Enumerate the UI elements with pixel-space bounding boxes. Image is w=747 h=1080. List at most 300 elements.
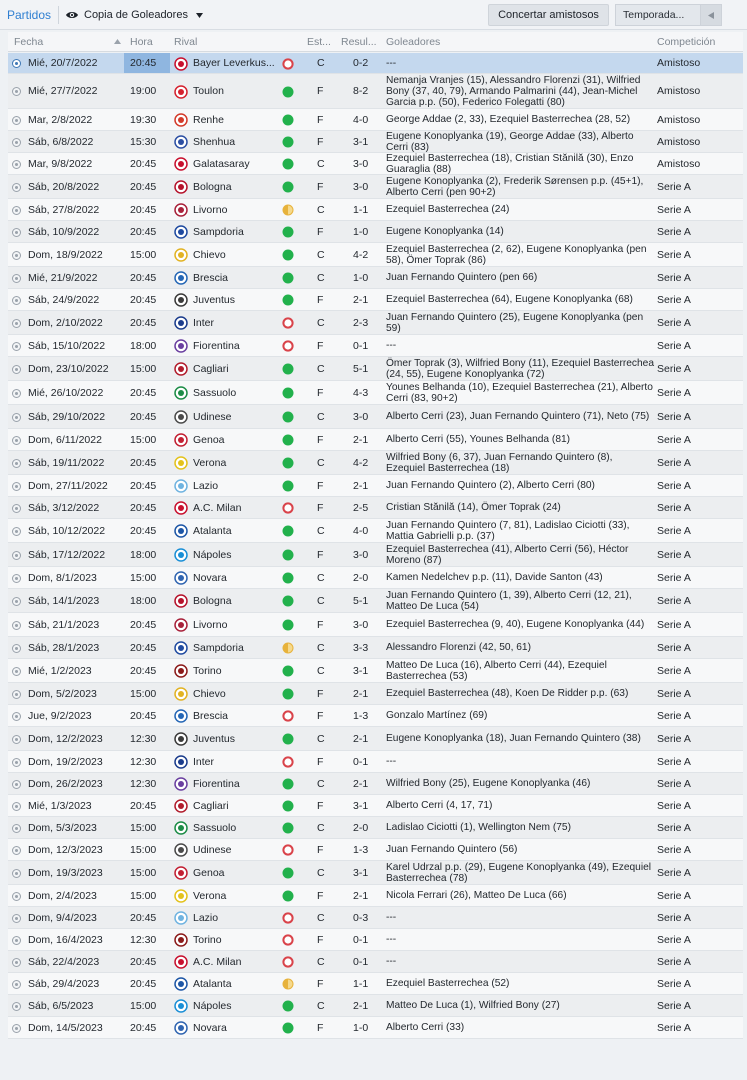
opponent-name[interactable]: A.C. Milan <box>193 501 242 514</box>
match-row[interactable] <box>8 311 743 335</box>
row-select-radio[interactable] <box>12 389 21 398</box>
score: 2-3 <box>353 316 369 329</box>
venue: C <box>317 821 325 834</box>
match-date: Dom, 16/4/2023 <box>28 933 103 946</box>
match-row[interactable] <box>8 357 743 381</box>
table-header <box>8 32 743 52</box>
match-row[interactable] <box>8 751 743 773</box>
match-date: Sáb, 3/12/2022 <box>28 501 100 514</box>
club-crest-icon <box>174 709 188 723</box>
venue: F <box>317 933 324 946</box>
club-crest-icon <box>174 57 188 71</box>
match-row[interactable] <box>8 995 743 1017</box>
club-crest-icon <box>174 456 188 470</box>
opponent-name[interactable]: Novara <box>193 1021 227 1034</box>
venue: F <box>317 479 324 492</box>
opponent-name[interactable]: Atalanta <box>193 977 232 990</box>
competition: Serie A <box>657 933 691 946</box>
opponent-name[interactable]: Torino <box>193 664 222 677</box>
opponent-name[interactable]: Sassuolo <box>193 386 237 399</box>
win-indicator-icon <box>282 294 294 306</box>
venue: F <box>317 386 324 399</box>
match-row[interactable] <box>8 795 743 817</box>
club-crest-icon <box>174 113 188 127</box>
score: 3-0 <box>353 410 369 423</box>
loss-indicator-icon <box>282 710 294 722</box>
competition: Serie A <box>657 271 691 284</box>
match-row[interactable] <box>8 175 743 199</box>
col-rival[interactable]: Rival <box>174 36 198 48</box>
row-select-radio[interactable] <box>12 667 21 676</box>
opponent-name[interactable]: Bayer Leverkus... <box>193 57 275 69</box>
match-time: 20:45 <box>130 386 157 399</box>
club-crest-icon <box>174 433 188 447</box>
club-crest-icon <box>174 548 188 562</box>
goalscorers: Cristian Stănilă (14), Ömer Toprak (24) <box>386 502 561 513</box>
win-indicator-icon <box>282 890 294 902</box>
row-select-radio[interactable] <box>12 1024 21 1033</box>
match-time: 18:00 <box>130 339 157 352</box>
match-time: 20:45 <box>130 955 157 968</box>
match-date: Dom, 12/3/2023 <box>28 843 103 856</box>
opponent-name[interactable]: Chievo <box>193 687 226 700</box>
match-date: Dom, 18/9/2022 <box>28 248 103 261</box>
venue: F <box>317 889 324 902</box>
opponent-name[interactable]: Juventus <box>193 732 236 745</box>
win-indicator-icon <box>282 525 294 537</box>
row-select-radio[interactable] <box>12 342 21 351</box>
goalscorers: --- <box>386 912 397 923</box>
match-date: Dom, 26/2/2023 <box>28 777 103 790</box>
opponent-name[interactable]: Juventus <box>193 293 236 306</box>
opponent-name[interactable]: Sassuolo <box>193 821 237 834</box>
goalscorers: --- <box>386 934 397 945</box>
match-row[interactable] <box>8 381 743 405</box>
win-indicator-icon <box>282 1000 294 1012</box>
venue: F <box>317 135 324 148</box>
club-crest-icon <box>174 1021 188 1035</box>
match-date: Sáb, 14/1/2023 <box>28 594 100 607</box>
match-row[interactable] <box>8 267 743 289</box>
row-select-radio[interactable] <box>12 690 21 699</box>
match-date: Dom, 19/2/2023 <box>28 755 103 768</box>
row-select-radio[interactable] <box>12 482 21 491</box>
match-row[interactable] <box>8 475 743 497</box>
arrange-friendlies-button[interactable]: Concertar amistosos <box>488 4 609 26</box>
loss-indicator-icon <box>282 844 294 856</box>
win-indicator-icon <box>282 158 294 170</box>
row-select-radio[interactable] <box>12 206 21 215</box>
competition: Serie A <box>657 548 691 561</box>
score: 2-1 <box>353 889 369 902</box>
match-date: Mar, 2/8/2022 <box>28 113 93 126</box>
match-date: Dom, 5/2/2023 <box>28 687 97 700</box>
match-date: Sáb, 15/10/2022 <box>28 339 106 352</box>
col-estadio[interactable]: Est... <box>307 36 331 48</box>
goalscorers: Juan Fernando Quintero (56) <box>386 844 518 855</box>
row-select-radio[interactable] <box>12 758 21 767</box>
row-select-radio[interactable] <box>12 160 21 169</box>
match-row[interactable] <box>8 335 743 357</box>
match-row[interactable] <box>8 405 743 429</box>
goalscorers: Ezequiel Basterrechea (41), Alberto Cerri (56), Héctor Moreno (87) <box>386 543 629 566</box>
opponent-name[interactable]: Shenhua <box>193 135 236 148</box>
venue: F <box>317 548 324 561</box>
club-crest-icon <box>174 271 188 285</box>
opponent-name[interactable]: Cagliari <box>193 799 229 812</box>
row-select-radio[interactable] <box>12 59 21 68</box>
venue: C <box>317 362 325 375</box>
row-select-radio[interactable] <box>12 551 21 560</box>
venue: C <box>317 664 325 677</box>
match-row[interactable] <box>8 497 743 519</box>
score: 0-1 <box>353 755 369 768</box>
opponent-name[interactable]: Bologna <box>193 594 232 607</box>
goalscorers: Juan Fernando Quintero (7, 81), Ladislao Ciciotti (33), Mattia Gabrielli p.p. (37) <box>386 519 630 542</box>
opponent-name[interactable]: Sampdoria <box>193 225 244 238</box>
match-row[interactable] <box>8 929 743 951</box>
row-select-radio[interactable] <box>12 87 21 96</box>
venue: C <box>317 157 325 170</box>
venue: F <box>317 799 324 812</box>
opponent-name[interactable]: Renhe <box>193 113 224 126</box>
row-select-radio[interactable] <box>12 914 21 923</box>
opponent-name[interactable]: Chievo <box>193 248 226 261</box>
club-crest-icon <box>174 955 188 969</box>
opponent-name[interactable]: Lazio <box>193 911 219 924</box>
match-date: Sáb, 20/8/2022 <box>28 180 100 193</box>
score: 2-0 <box>353 821 369 834</box>
match-date: Mié, 27/7/2022 <box>28 85 98 97</box>
club-crest-icon <box>174 157 188 171</box>
row-select-radio[interactable] <box>12 869 21 878</box>
draw-indicator-icon <box>282 978 294 990</box>
win-indicator-icon <box>282 387 294 399</box>
score: 2-1 <box>353 999 369 1012</box>
opponent-name[interactable]: Fiorentina <box>193 339 240 352</box>
row-select-radio[interactable] <box>12 958 21 967</box>
match-row[interactable] <box>8 613 743 637</box>
row-select-radio[interactable] <box>12 228 21 237</box>
opponent-name[interactable]: Brescia <box>193 709 229 722</box>
match-date: Sáb, 28/1/2023 <box>28 641 100 654</box>
row-select-radio[interactable] <box>12 824 21 833</box>
match-row[interactable] <box>8 951 743 973</box>
season-select[interactable]: Temporada... <box>615 4 722 26</box>
match-time: 15:00 <box>130 687 157 700</box>
venue: F <box>317 85 324 97</box>
venue: C <box>317 594 325 607</box>
match-row[interactable] <box>8 637 743 659</box>
row-select-radio[interactable] <box>12 413 21 422</box>
win-indicator-icon <box>282 822 294 834</box>
row-select-radio[interactable] <box>12 138 21 147</box>
venue: F <box>317 113 324 126</box>
row-select-radio[interactable] <box>12 459 21 468</box>
match-row[interactable] <box>8 773 743 795</box>
match-row[interactable] <box>8 567 743 589</box>
opponent-name[interactable]: Nápoles <box>193 548 232 561</box>
row-select-radio[interactable] <box>12 644 21 653</box>
col-competicion[interactable]: Competición <box>657 36 716 48</box>
opponent-name[interactable]: Inter <box>193 316 215 329</box>
match-row[interactable] <box>8 817 743 839</box>
venue: F <box>317 433 324 446</box>
opponent-name[interactable]: Genoa <box>193 866 225 879</box>
goalscorers: Nicola Ferrari (26), Matteo De Luca (66) <box>386 890 567 901</box>
opponent-name[interactable]: Genoa <box>193 433 225 446</box>
competition: Serie A <box>657 180 691 193</box>
opponent-name[interactable]: Lazio <box>193 479 219 492</box>
match-row[interactable] <box>8 589 743 613</box>
match-row[interactable] <box>8 973 743 995</box>
club-crest-icon <box>174 410 188 424</box>
match-time: 20:45 <box>130 618 157 631</box>
score: 2-5 <box>353 501 369 514</box>
row-select-radio[interactable] <box>12 621 21 630</box>
col-fecha[interactable]: Fecha <box>14 36 44 48</box>
row-select-radio[interactable] <box>12 183 21 192</box>
club-crest-icon <box>174 386 188 400</box>
score: 2-1 <box>353 293 369 306</box>
match-time: 15:00 <box>130 889 157 902</box>
club-crest-icon <box>174 799 188 813</box>
match-row[interactable] <box>8 451 743 475</box>
match-row[interactable] <box>8 153 743 175</box>
opponent-name[interactable]: Sampdoria <box>193 641 244 654</box>
opponent-name[interactable]: Cagliari <box>193 362 229 375</box>
match-time: 20:45 <box>130 225 157 238</box>
goalscorers: Juan Fernando Quintero (25), Eugene Konoplyanka (pen 59) <box>386 311 644 334</box>
row-select-radio[interactable] <box>12 319 21 328</box>
match-row[interactable] <box>8 907 743 929</box>
goalscorers: Ezequiel Basterrechea (2, 62), Eugene Konoplyanka (pen 58), Ömer Toprak (86) <box>386 243 647 266</box>
match-date: Dom, 6/11/2022 <box>28 433 102 446</box>
match-time: 20:45 <box>130 479 157 492</box>
row-select-radio[interactable] <box>12 597 21 606</box>
match-time: 20:45 <box>130 293 157 306</box>
row-select-radio[interactable] <box>12 574 21 583</box>
match-time: 20:45 <box>130 524 157 537</box>
row-select-radio[interactable] <box>12 251 21 260</box>
match-row[interactable] <box>8 839 743 861</box>
row-select-radio[interactable] <box>12 936 21 945</box>
row-select-radio[interactable] <box>12 365 21 374</box>
opponent-name[interactable]: Udinese <box>193 410 232 423</box>
match-time: 19:30 <box>130 113 157 126</box>
match-time: 20:45 <box>130 709 157 722</box>
win-indicator-icon <box>282 136 294 148</box>
match-row[interactable] <box>8 519 743 543</box>
match-row[interactable] <box>8 221 743 243</box>
goalscorers: Eugene Konoplyanka (18), Juan Fernando Quintero (38) <box>386 733 641 744</box>
venue: C <box>317 271 325 284</box>
score: 3-1 <box>353 664 369 677</box>
opponent-name[interactable]: Verona <box>193 456 227 469</box>
goalscorers: Ezequiel Basterrechea (9, 40), Eugene Konoplyanka (44) <box>386 619 645 630</box>
venue: C <box>317 571 325 584</box>
row-select-radio[interactable] <box>12 735 21 744</box>
opponent-name[interactable]: Novara <box>193 571 227 584</box>
match-time: 12:30 <box>130 777 157 790</box>
opponent-name[interactable]: Atalanta <box>193 524 232 537</box>
opponent-name[interactable]: Inter <box>193 755 215 768</box>
match-row[interactable] <box>8 74 743 109</box>
club-crest-icon <box>174 866 188 880</box>
match-row[interactable] <box>8 1017 743 1039</box>
score: 4-0 <box>353 113 369 126</box>
row-select-radio[interactable] <box>12 116 21 125</box>
venue: C <box>317 524 325 537</box>
row-select-radio[interactable] <box>12 527 21 536</box>
opponent-name[interactable]: Fiorentina <box>193 777 240 790</box>
match-time: 20:45 <box>130 180 157 193</box>
venue: F <box>317 977 324 990</box>
col-resultado[interactable]: Resul... <box>341 36 377 48</box>
opponent-name[interactable]: A.C. Milan <box>193 955 242 968</box>
club-crest-icon <box>174 293 188 307</box>
match-row[interactable] <box>8 861 743 885</box>
score: 2-1 <box>353 777 369 790</box>
row-select-radio[interactable] <box>12 980 21 989</box>
goalscorers: Juan Fernando Quintero (pen 66) <box>386 272 538 283</box>
row-select-radio[interactable] <box>12 1002 21 1011</box>
match-time: 18:00 <box>130 548 157 561</box>
score: 3-1 <box>353 866 369 879</box>
row-select-radio[interactable] <box>12 712 21 721</box>
goalscorers: Wilfried Bony (6, 37), Juan Fernando Quintero (8), Ezequiel Basterrechea (18) <box>386 451 613 474</box>
competition: Serie A <box>657 777 691 790</box>
match-date: Sáb, 27/8/2022 <box>28 203 100 216</box>
match-row[interactable] <box>8 705 743 727</box>
opponent-name[interactable]: Toulon <box>193 85 224 97</box>
match-row[interactable] <box>8 243 743 267</box>
venue: F <box>317 501 324 514</box>
match-row[interactable] <box>8 131 743 153</box>
venue: C <box>317 866 325 879</box>
match-row[interactable] <box>8 727 743 751</box>
match-row[interactable] <box>8 659 743 683</box>
opponent-name[interactable]: Galatasaray <box>193 157 250 170</box>
row-select-radio[interactable] <box>12 436 21 445</box>
competition: Serie A <box>657 362 691 375</box>
match-row[interactable] <box>8 289 743 311</box>
venue: C <box>317 456 325 469</box>
match-date: Mié, 21/9/2022 <box>28 271 98 284</box>
opponent-name[interactable]: Torino <box>193 933 222 946</box>
opponent-name[interactable]: Udinese <box>193 843 232 856</box>
match-time: 20:45 <box>130 316 157 329</box>
opponent-name[interactable]: Verona <box>193 889 227 902</box>
win-indicator-icon <box>282 249 294 261</box>
row-select-radio[interactable] <box>12 296 21 305</box>
competition: Amistoso <box>657 113 701 126</box>
row-select-radio[interactable] <box>12 504 21 513</box>
win-indicator-icon <box>282 595 294 607</box>
club-crest-icon <box>174 687 188 701</box>
match-date: Mié, 1/2/2023 <box>28 664 92 677</box>
match-row[interactable] <box>8 109 743 131</box>
win-indicator-icon <box>282 434 294 446</box>
match-row[interactable] <box>8 429 743 451</box>
row-select-radio[interactable] <box>12 892 21 901</box>
match-time: 15:00 <box>130 821 157 834</box>
venue: C <box>317 410 325 423</box>
season-select-arrow[interactable] <box>700 4 722 26</box>
match-time: 15:00 <box>130 866 157 879</box>
score: 8-2 <box>353 85 369 97</box>
match-time: 20:45 <box>130 1021 157 1034</box>
score: 2-1 <box>353 433 369 446</box>
goalscorers: Juan Fernando Quintero (2), Alberto Cerri (80) <box>386 480 595 491</box>
match-time: 15:00 <box>130 843 157 856</box>
competition: Serie A <box>657 799 691 812</box>
match-date: Dom, 2/10/2022 <box>28 316 103 329</box>
competition: Serie A <box>657 889 691 902</box>
venue: C <box>317 203 325 216</box>
competition: Amistoso <box>657 85 701 97</box>
match-time: 20:45 <box>130 456 157 469</box>
score: 1-3 <box>353 843 369 856</box>
match-row[interactable] <box>8 543 743 567</box>
row-select-radio[interactable] <box>12 846 21 855</box>
match-date: Dom, 8/1/2023 <box>28 571 97 584</box>
opponent-name[interactable]: Bologna <box>193 180 232 193</box>
match-date: Dom, 12/2/2023 <box>28 732 103 745</box>
col-goleadores[interactable]: Goleadores <box>386 36 441 48</box>
match-time: 12:30 <box>130 933 157 946</box>
score: 2-0 <box>353 571 369 584</box>
tab-partidos[interactable]: Partidos <box>7 8 52 22</box>
venue: F <box>317 1021 324 1034</box>
view-selector[interactable] <box>65 6 203 24</box>
draw-indicator-icon <box>282 204 294 216</box>
match-row[interactable] <box>8 53 743 74</box>
match-row[interactable] <box>8 885 743 907</box>
row-select-radio[interactable] <box>12 274 21 283</box>
match-row[interactable] <box>8 199 743 221</box>
competition: Serie A <box>657 339 691 352</box>
goalscorers: Ezequiel Basterrechea (18), Cristian Stănilă (30), Enzo Guaraglia (88) <box>386 152 634 175</box>
opponent-name[interactable]: Livorno <box>193 203 228 216</box>
competition: Amistoso <box>657 135 701 148</box>
opponent-name[interactable]: Nápoles <box>193 999 232 1012</box>
score: 4-2 <box>353 248 369 261</box>
match-date: Sáb, 29/4/2023 <box>28 977 100 990</box>
match-time: 20:45 <box>130 501 157 514</box>
competition: Serie A <box>657 911 691 924</box>
col-hora[interactable]: Hora <box>130 36 153 48</box>
win-indicator-icon <box>282 572 294 584</box>
competition: Amistoso <box>657 57 701 69</box>
competition: Serie A <box>657 501 691 514</box>
club-crest-icon <box>174 180 188 194</box>
club-crest-icon <box>174 85 188 99</box>
club-crest-icon <box>174 479 188 493</box>
competition: Serie A <box>657 410 691 423</box>
opponent-name[interactable]: Livorno <box>193 618 228 631</box>
venue: C <box>317 777 325 790</box>
club-crest-icon <box>174 248 188 262</box>
competition: Serie A <box>657 955 691 968</box>
match-row[interactable] <box>8 683 743 705</box>
row-select-radio[interactable] <box>12 780 21 789</box>
match-time: 20:45 <box>130 203 157 216</box>
row-select-radio[interactable] <box>12 802 21 811</box>
venue: F <box>317 339 324 352</box>
opponent-name[interactable]: Brescia <box>193 271 229 284</box>
score: 1-1 <box>353 977 369 990</box>
